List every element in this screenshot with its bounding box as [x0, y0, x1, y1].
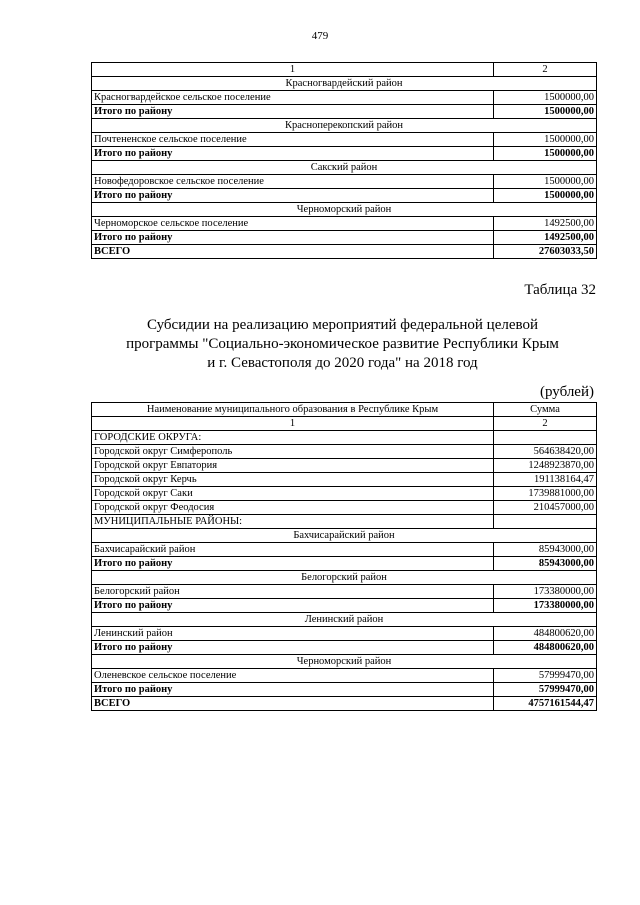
row-name: Бахчисарайский район [92, 543, 494, 557]
row-name: Городской округ Симферополь [92, 445, 494, 459]
row-value: 484800620,00 [494, 641, 597, 655]
row-value: 1492500,00 [494, 217, 597, 231]
row-name: Итого по району [92, 641, 494, 655]
subsidies-table [91, 402, 597, 711]
total-row [92, 599, 597, 613]
table-row [92, 445, 597, 459]
title-line: программы "Социально-экономическое развитие Республики Крым [126, 336, 559, 352]
table-row [92, 487, 597, 501]
row-value: 484800620,00 [494, 627, 597, 641]
table2-number-row [92, 417, 597, 431]
row-value: 57999470,00 [494, 683, 597, 697]
row-value: 4757161544,47 [494, 697, 597, 711]
total-row [92, 105, 597, 119]
row-name: ВСЕГО [92, 697, 494, 711]
column-header-name: Наименование муниципального образования в Республике Крым [92, 403, 494, 417]
row-value: 1492500,00 [494, 231, 597, 245]
row-value: 27603033,50 [494, 245, 597, 259]
row-name: Городской округ Феодосия [92, 501, 494, 515]
row-value: 1500000,00 [494, 189, 597, 203]
row-name: Красногвардейское сельское поселение [92, 91, 494, 105]
row-value: 1500000,00 [494, 175, 597, 189]
table2-header-row [92, 403, 597, 417]
column-number-1: 1 [92, 63, 494, 77]
total-row [92, 697, 597, 711]
row-value: 191138164,47 [494, 473, 597, 487]
row-value: 1500000,00 [494, 91, 597, 105]
column-number-2: 2 [494, 63, 597, 77]
district-name: Белогорский район [92, 571, 597, 585]
page-number: 479 [311, 30, 329, 42]
district-header-row [92, 77, 597, 91]
group-row [92, 431, 597, 445]
row-name: ГОРОДСКИЕ ОКРУГА: [92, 431, 494, 445]
row-name: Итого по району [92, 599, 494, 613]
table-row [92, 473, 597, 487]
row-value [494, 431, 597, 445]
row-value [494, 515, 597, 529]
district-header-row [92, 161, 597, 175]
table-row [92, 585, 597, 599]
units-label: (рублей) [539, 384, 594, 400]
row-value: 1500000,00 [494, 147, 597, 161]
district-header-row [92, 119, 597, 133]
table-row [92, 91, 597, 105]
row-value: 1500000,00 [494, 105, 597, 119]
row-name: Почтененское сельское поселение [92, 133, 494, 147]
row-value: 210457000,00 [494, 501, 597, 515]
title-line: и г. Севастополя до 2020 года" на 2018 год [207, 355, 478, 371]
row-name: Городской округ Саки [92, 487, 494, 501]
column-number-1: 1 [92, 417, 494, 431]
district-header-row [92, 529, 597, 543]
table-continued [91, 62, 597, 259]
district-name: Бахчисарайский район [92, 529, 597, 543]
row-name: Итого по району [92, 231, 494, 245]
total-row [92, 683, 597, 697]
row-name: Ленинский район [92, 627, 494, 641]
district-name: Красногвардейский район [92, 77, 597, 91]
table1-header-row [92, 63, 597, 77]
district-name: Сакский район [92, 161, 597, 175]
total-row [92, 245, 597, 259]
row-value: 57999470,00 [494, 669, 597, 683]
total-row [92, 231, 597, 245]
table1-body [92, 63, 597, 259]
total-row [92, 641, 597, 655]
row-value: 173380000,00 [494, 585, 597, 599]
row-name: Черноморское сельское поселение [92, 217, 494, 231]
row-value: 564638420,00 [494, 445, 597, 459]
row-name: Итого по району [92, 557, 494, 571]
district-header-row [92, 655, 597, 669]
column-number-2: 2 [494, 417, 597, 431]
district-header-row [92, 203, 597, 217]
table-row [92, 669, 597, 683]
group-row [92, 515, 597, 529]
row-value: 1248923870,00 [494, 459, 597, 473]
table-row [92, 175, 597, 189]
table-row [92, 133, 597, 147]
table-title [90, 316, 595, 373]
row-name: Итого по району [92, 105, 494, 119]
district-name: Черноморский район [92, 655, 597, 669]
row-name: Итого по району [92, 147, 494, 161]
table-row [92, 217, 597, 231]
row-name: Новофедоровское сельское поселение [92, 175, 494, 189]
row-name: Белогорский район [92, 585, 494, 599]
row-name: Итого по району [92, 189, 494, 203]
row-value: 1500000,00 [494, 133, 597, 147]
total-row [92, 189, 597, 203]
table-row [92, 459, 597, 473]
row-value: 85943000,00 [494, 543, 597, 557]
row-value: 173380000,00 [494, 599, 597, 613]
district-name: Черноморский район [92, 203, 597, 217]
table-row [92, 501, 597, 515]
total-row [92, 147, 597, 161]
title-line: Субсидии на реализацию мероприятий федеральной целевой [146, 317, 539, 333]
table-label: Таблица 32 [524, 282, 596, 298]
row-name: Городской округ Евпатория [92, 459, 494, 473]
row-value: 1739881000,00 [494, 487, 597, 501]
table-row [92, 543, 597, 557]
row-name: Оленевское сельское поселение [92, 669, 494, 683]
column-header-sum: Сумма [494, 403, 597, 417]
total-row [92, 557, 597, 571]
table2-body [92, 403, 597, 711]
district-header-row [92, 571, 597, 585]
district-header-row [92, 613, 597, 627]
table-row [92, 627, 597, 641]
row-name: Итого по району [92, 683, 494, 697]
row-name: ВСЕГО [92, 245, 494, 259]
district-name: Ленинский район [92, 613, 597, 627]
row-value: 85943000,00 [494, 557, 597, 571]
row-name: МУНИЦИПАЛЬНЫЕ РАЙОНЫ: [92, 515, 494, 529]
row-name: Городской округ Керчь [92, 473, 494, 487]
district-name: Красноперекопский район [92, 119, 597, 133]
